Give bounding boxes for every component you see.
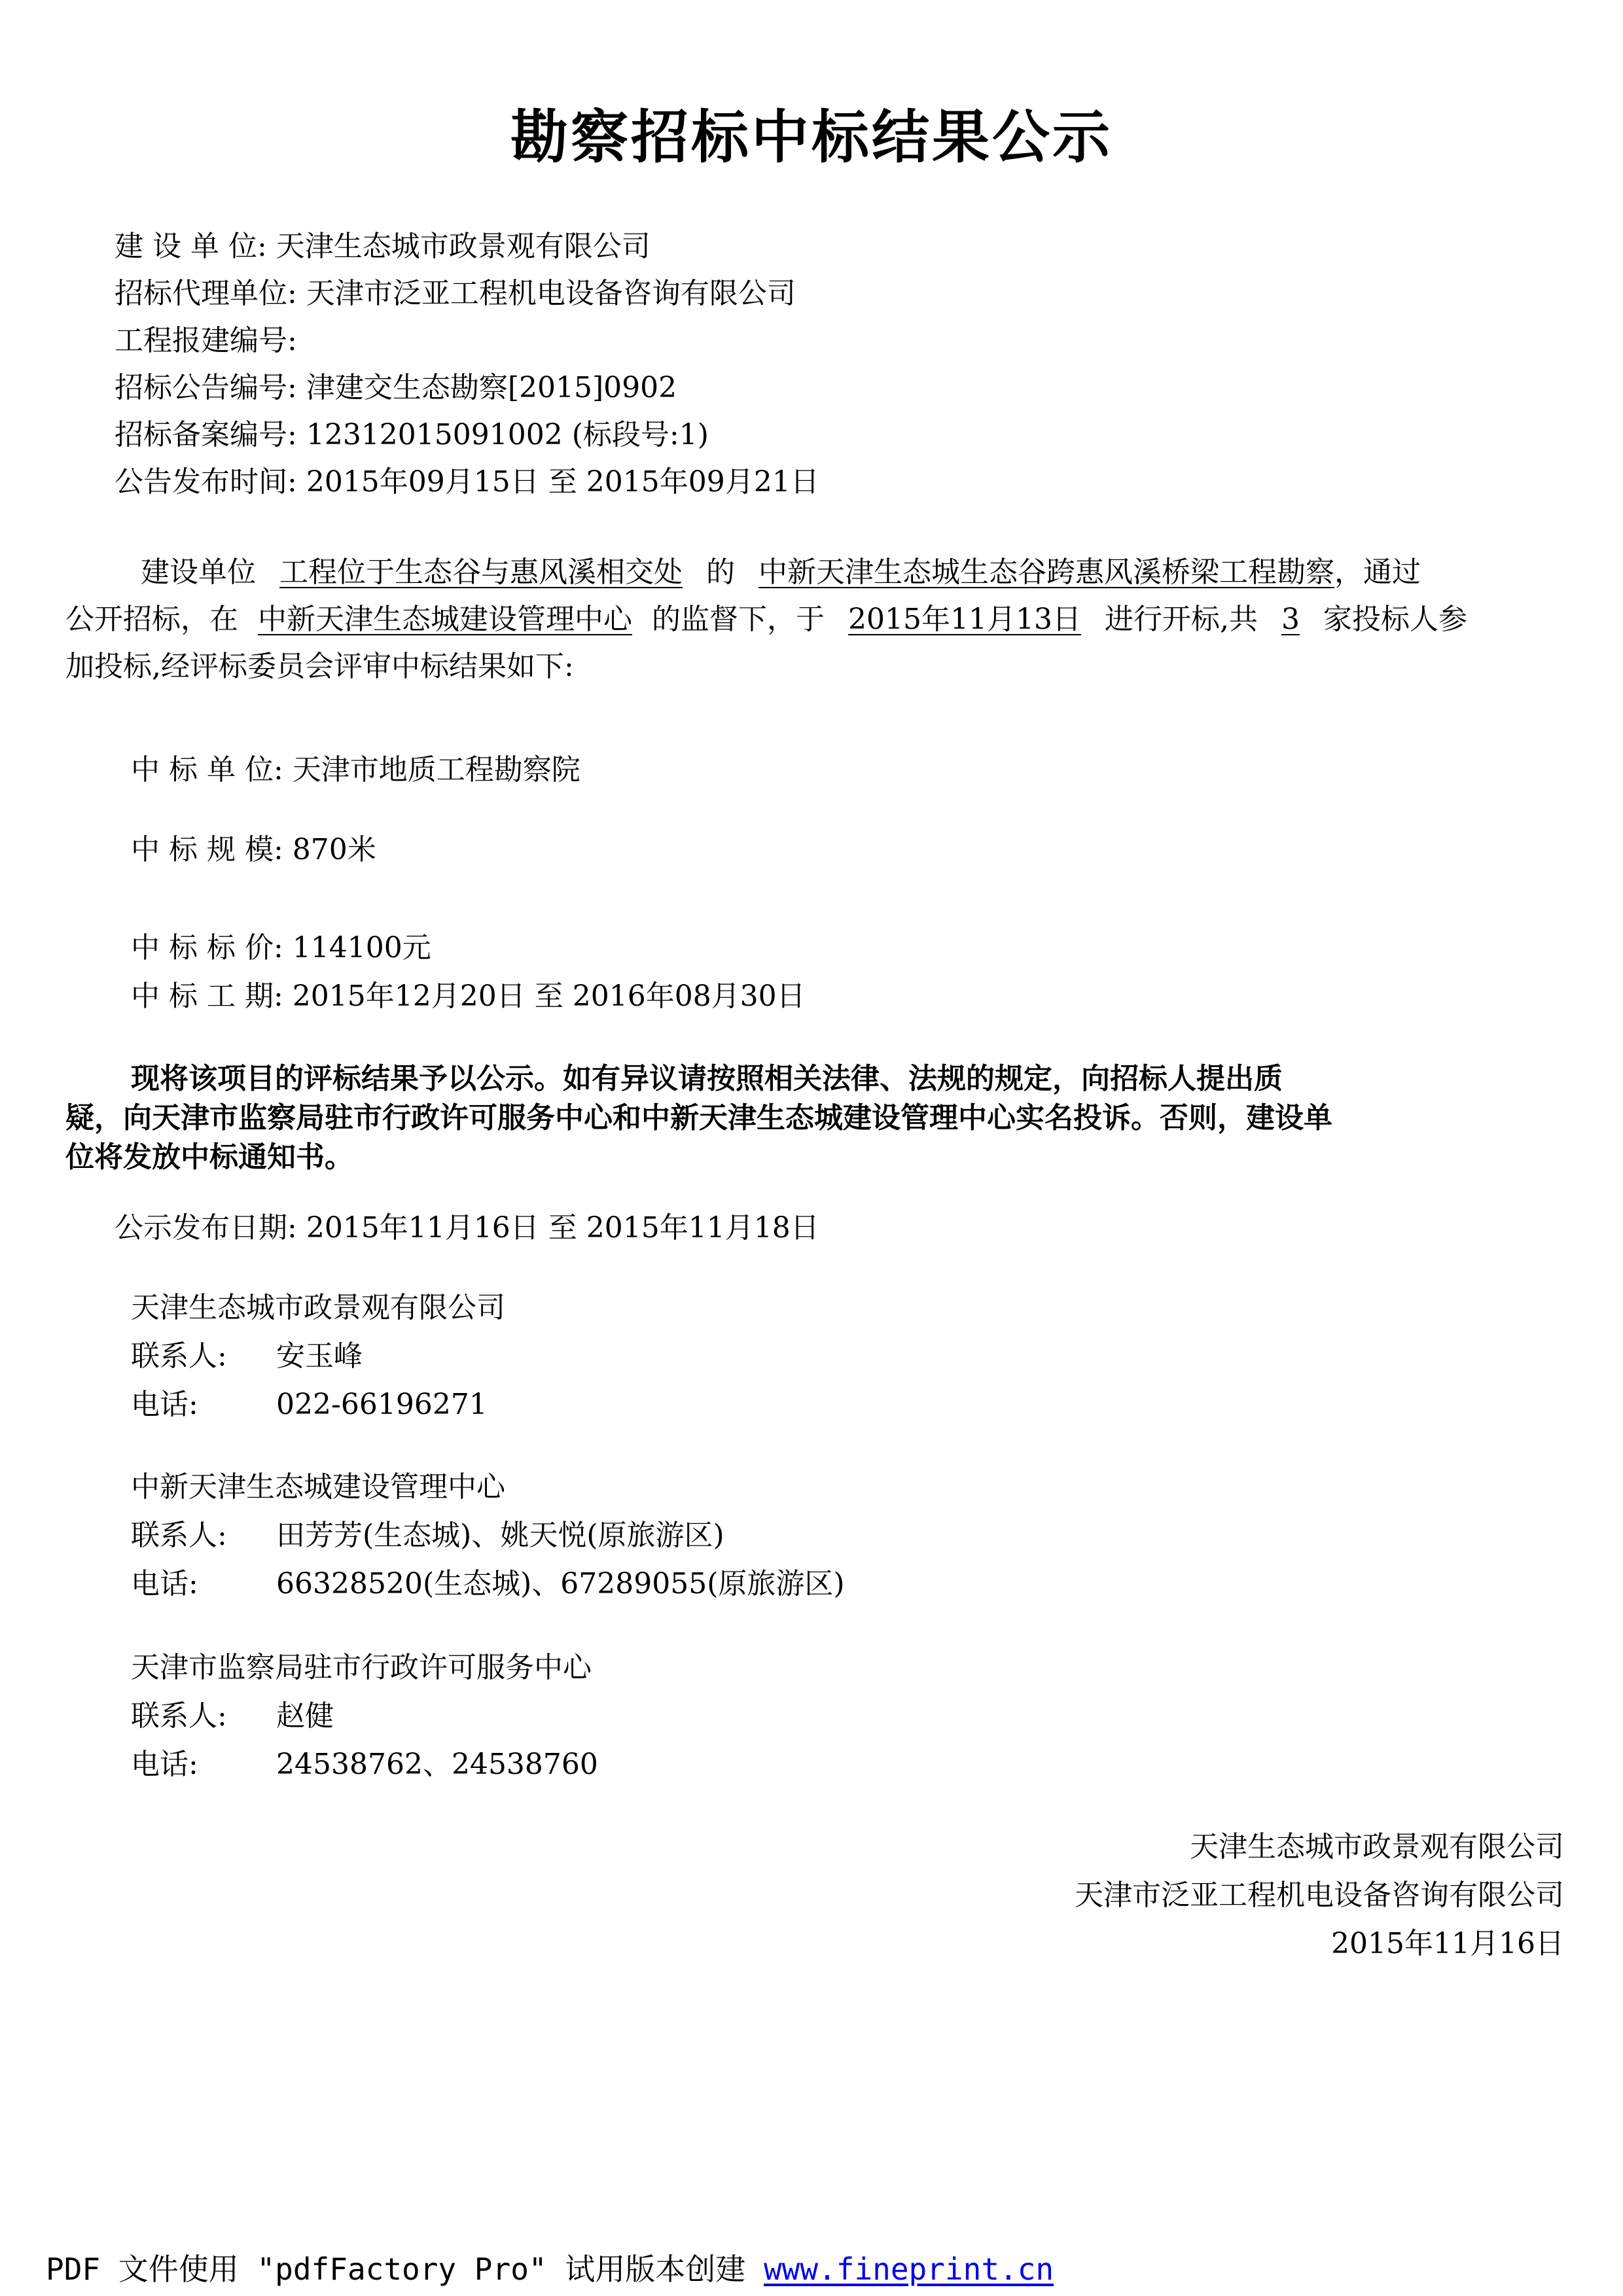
intro-line-1 xyxy=(141,548,1421,590)
field-label: 建 设 单 位: xyxy=(115,230,267,263)
intro-line-2 xyxy=(65,595,1467,637)
contact-phone: 66328520(生态城)、67289055(原旅游区) xyxy=(276,1567,845,1600)
field-value: 12312015091002 (标段号:1) xyxy=(306,418,709,451)
field-value: 天津市泛亚工程机电设备咨询有限公司 xyxy=(306,277,796,310)
field-value: 津建交生态勘察[2015]0902 xyxy=(306,371,677,404)
contact-phone-label: 电话: xyxy=(131,1567,198,1600)
field-label: 公告发布时间: xyxy=(115,465,297,499)
intro-text: 家投标人参 xyxy=(1323,603,1467,636)
notice-line-2: 疑，向天津市监察局驻市行政许可服务中心和中新天津生态城建设管理中心实名投诉。否则，建设单 xyxy=(65,1101,1332,1135)
contact-phone-label: 电话: xyxy=(131,1388,198,1421)
result-period xyxy=(131,972,806,1014)
field-value: 天津市地质工程勘察院 xyxy=(292,753,580,786)
intro-text: 的 xyxy=(706,556,735,589)
field-value: 2015年11月16日 至 2015年11月18日 xyxy=(306,1211,819,1245)
contact-person-row xyxy=(131,1511,724,1553)
contact-person: 赵健 xyxy=(276,1699,334,1733)
intro-text: 公开招标，在 xyxy=(65,603,238,636)
footer-text: PDF 文件使用 "pdfFactory Pro" 试用版本创建 xyxy=(46,2252,746,2287)
field-label: 招标代理单位: xyxy=(115,277,297,310)
field-label: 中 标 标 价: xyxy=(131,931,283,964)
pdf-footer xyxy=(46,2246,1054,2289)
contact-phone-row xyxy=(131,1740,598,1782)
field-value: 2015年12月20日 至 2016年08月30日 xyxy=(292,980,806,1013)
field-label: 中 标 单 位: xyxy=(131,753,283,786)
field-announcement-number xyxy=(115,364,677,406)
project-location: 工程位于生态谷与惠风溪相交处 xyxy=(279,556,683,589)
signature-date: 2015年11月16日 xyxy=(1331,1927,1564,1960)
signature-org-2: 天津市泛亚工程机电设备咨询有限公司 xyxy=(1075,1879,1564,1912)
field-label: 中 标 工 期: xyxy=(131,980,283,1013)
contact-phone-row xyxy=(131,1381,488,1422)
contact-phone: 24538762、24538760 xyxy=(276,1748,598,1781)
intro-text: 进行开标,共 xyxy=(1104,603,1258,636)
contact-person: 安玉峰 xyxy=(276,1339,363,1373)
contact-person-label: 联系人: xyxy=(131,1339,227,1373)
bid-opening-date: 2015年11月13日 xyxy=(848,603,1081,636)
contact-person-label: 联系人: xyxy=(131,1699,227,1733)
signature-org-1: 天津生态城市政景观有限公司 xyxy=(1190,1830,1564,1863)
field-construction-unit xyxy=(115,222,651,264)
publish-period xyxy=(115,1204,819,1246)
field-label: 工程报建编号: xyxy=(115,324,297,357)
field-project-number xyxy=(115,317,297,359)
intro-text: 加投标,经评标委员会评审中标结果如下: xyxy=(65,650,574,683)
project-name: 中新天津生态城生态谷跨惠风溪桥梁工程勘察 xyxy=(758,556,1334,589)
contact-person: 田芳芳(生态城)、姚天悦(原旅游区) xyxy=(276,1519,724,1552)
notice-line-1: 现将该项目的评标结果予以公示。如有异议请按照相关法律、法规的规定，向招标人提出质 xyxy=(131,1062,1283,1095)
contact-phone-label: 电话: xyxy=(131,1748,198,1781)
result-scale xyxy=(131,826,376,868)
field-label: 招标备案编号: xyxy=(115,418,297,451)
intro-text: ，通过 xyxy=(1334,556,1421,589)
supervisor-name: 中新天津生态城建设管理中心 xyxy=(258,603,632,636)
contact-person-label: 联系人: xyxy=(131,1519,227,1552)
contact-org: 中新天津生态城建设管理中心 xyxy=(131,1470,505,1504)
field-announcement-period xyxy=(115,458,819,500)
field-filing-number xyxy=(115,411,709,453)
intro-text: 建设单位 xyxy=(141,556,256,589)
field-label: 招标公告编号: xyxy=(115,371,297,404)
field-label: 中 标 规 模: xyxy=(131,833,283,866)
intro-line-3 xyxy=(65,643,574,684)
bidder-count: 3 xyxy=(1281,603,1300,636)
field-agency xyxy=(115,270,796,311)
field-value: 2015年09月15日 至 2015年09月21日 xyxy=(306,465,819,499)
field-value: 114100元 xyxy=(292,931,431,964)
field-value: 870米 xyxy=(292,833,376,866)
notice-line-3: 位将发放中标通知书。 xyxy=(65,1140,353,1174)
intro-text: 的监督下，于 xyxy=(652,603,825,636)
contact-person-row xyxy=(131,1692,334,1734)
result-winning-bidder xyxy=(131,746,580,788)
contact-phone-row xyxy=(131,1560,845,1602)
contact-org: 天津生态城市政景观有限公司 xyxy=(131,1291,505,1324)
page-title: 勘察招标中标结果公示 xyxy=(510,103,1113,171)
footer-link[interactable]: www.fineprint.cn xyxy=(763,2252,1054,2287)
contact-phone: 022-66196271 xyxy=(276,1388,488,1421)
result-price xyxy=(131,924,431,966)
contact-org: 天津市监察局驻市行政许可服务中心 xyxy=(131,1651,592,1684)
field-label: 公示发布日期: xyxy=(115,1211,297,1245)
field-value: 天津生态城市政景观有限公司 xyxy=(276,230,651,263)
contact-person-row xyxy=(131,1332,363,1374)
